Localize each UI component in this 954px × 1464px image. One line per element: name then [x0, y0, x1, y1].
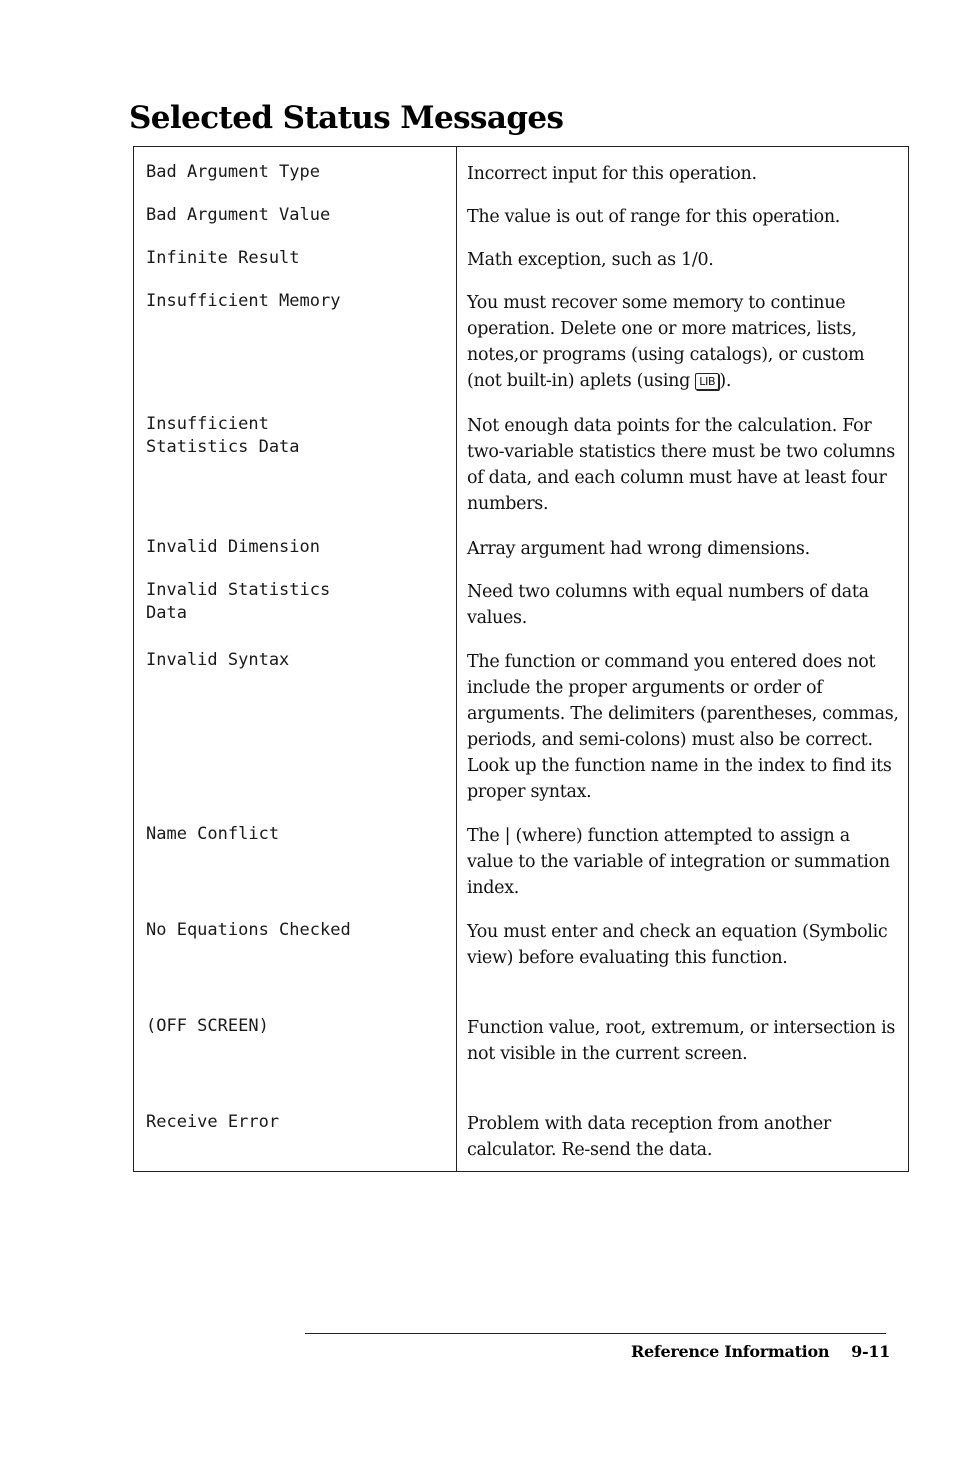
message-name: No Equations Checked — [146, 920, 351, 940]
message-name: Insufficient Memory — [146, 291, 341, 311]
message-description: The value is out of range for this operation. — [467, 207, 841, 227]
page-title: Selected Status Messages — [129, 100, 564, 136]
message-description — [457, 290, 908, 413]
message-description: You must enter and check an equation (Symbolic view) before evaluating this function. — [467, 922, 888, 968]
message-name: Bad Argument Value — [146, 205, 331, 225]
page-number: 9-11 — [851, 1342, 890, 1361]
message-name: Invalid Dimension — [146, 537, 320, 557]
message-name: Bad Argument Type — [146, 162, 320, 182]
lib-key-icon: LIB — [695, 373, 719, 390]
message-description-text: You must recover some memory to continue operation. Delete one or more matrices, lists, notes,or programs (using catalogs), or custom (not built-in) aplets (using — [467, 293, 865, 391]
page-footer — [631, 1342, 890, 1361]
message-description: Incorrect input for this operation. — [467, 164, 757, 184]
message-name: Name Conflict — [146, 824, 280, 844]
message-description-tail: ). — [719, 371, 732, 391]
message-name: (OFF SCREEN) — [146, 1016, 269, 1036]
message-description: Need two columns with equal numbers of data values. — [467, 582, 869, 628]
message-name: Invalid Syntax — [146, 650, 290, 670]
message-description: Math exception, such as 1/0. — [467, 250, 714, 270]
message-name: Receive Error — [146, 1112, 280, 1132]
status-messages-table — [133, 146, 909, 1172]
message-description: Problem with data reception from another calculator. Re-send the data. — [467, 1114, 831, 1160]
message-description: The function or command you entered does not include the proper arguments or order of arguments. The delimiters (parentheses, commas, periods, and semi-colons) must also be correct. Look up the function name in the index to find its proper syntax. — [467, 652, 899, 802]
message-description: Array argument had wrong dimensions. — [467, 539, 810, 559]
footer-rule — [305, 1333, 886, 1334]
message-name: Insufficient Statistics Data — [146, 414, 300, 457]
footer-section: Reference Information — [631, 1342, 830, 1361]
message-name: Invalid Statistics Data — [146, 580, 331, 623]
message-description: Function value, root, extremum, or intersection is not visible in the current screen. — [467, 1018, 896, 1064]
message-name: Infinite Result — [146, 248, 300, 268]
message-description: The | (where) function attempted to assign a value to the variable of integration or summation index. — [467, 826, 890, 898]
message-description: Not enough data points for the calculation. For two-variable statistics there must be two columns of data, and each column must have at least four numbers. — [467, 416, 895, 514]
